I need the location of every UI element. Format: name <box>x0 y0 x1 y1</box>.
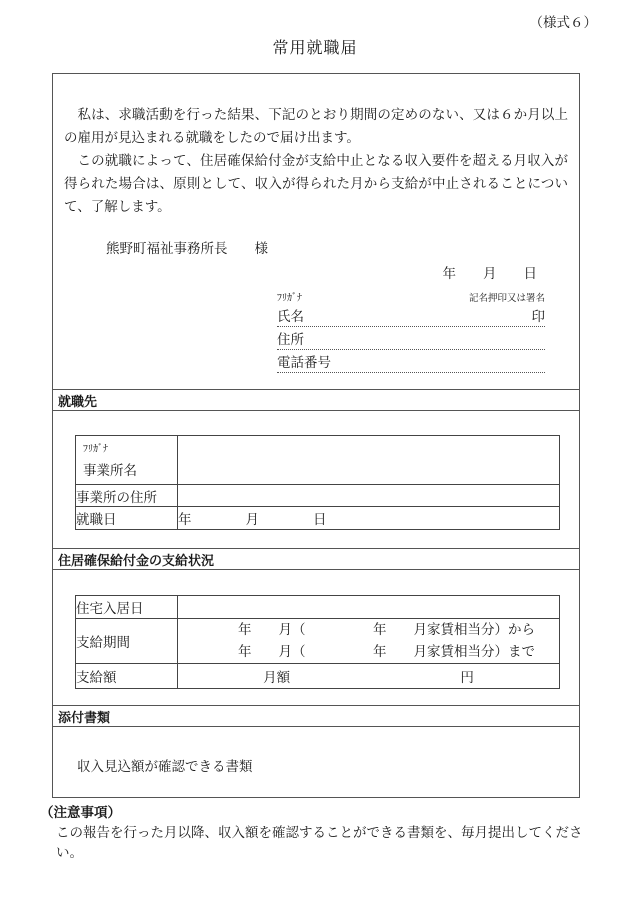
attachment-item: 収入見込額が確認できる書類 <box>77 759 253 774</box>
move-in-date-value-cell <box>178 596 560 619</box>
payment-period-to: 年 月（ 年 月家賃相当分）まで <box>238 644 535 659</box>
section-header-benefit: 住居確保給付金の支給状況 <box>53 548 579 570</box>
phone-label: 電話番号 <box>277 355 331 370</box>
table-row <box>76 485 560 507</box>
furigana-label: ﾌﾘｶﾞﾅ <box>277 293 302 304</box>
table-row <box>76 436 560 485</box>
yen-label: 円 <box>460 670 474 685</box>
move-in-date-label: 住宅入居日 <box>76 596 178 619</box>
payment-period-from: 年 月（ 年 月家賃相当分）から <box>238 622 535 637</box>
declaration-paragraph-2: この就職によって、住居確保給付金が支給中止となる収入要件を超える月収入が得られた場合は、原則として、収入が得られた月から支給が中止されることについて、了解します。 <box>64 153 568 214</box>
business-name-value-cell <box>178 436 560 485</box>
section-header-employment: 就職先 <box>53 389 579 411</box>
payment-amount-label: 支給額 <box>76 664 178 689</box>
business-name-label: 事業所名 <box>83 463 137 478</box>
business-address-label: 事業所の住所 <box>76 485 178 507</box>
table-row <box>76 619 560 664</box>
applicant-fields <box>277 286 545 373</box>
employment-table <box>75 435 560 530</box>
address-label: 住所 <box>277 332 304 347</box>
declaration-section <box>53 74 579 389</box>
fields-head-row <box>277 286 545 304</box>
payment-period-label: 支給期間 <box>76 619 178 664</box>
business-furigana-label: ﾌﾘｶﾞﾅ <box>83 444 108 455</box>
seal-label: 印 <box>531 309 545 324</box>
form-code: （様式６） <box>529 15 597 30</box>
payment-period-value-cell <box>178 619 560 664</box>
date-line: 年 月 日 <box>442 266 537 281</box>
address-field-row <box>277 327 545 350</box>
name-label: 氏名 <box>277 309 304 324</box>
declaration-paragraph-1: 私は、求職活動を行った結果、下記のとおり期間の定めのない、又は６か月以上の雇用が見込まれる就職をしたので届け出ます。 <box>64 107 568 145</box>
business-name-label-cell <box>76 436 178 485</box>
notes-title: （注意事項） <box>40 805 121 820</box>
employment-date-value-cell: 年 月 日 <box>178 507 560 530</box>
signature-note: 記名押印又は署名 <box>468 294 545 304</box>
table-row <box>76 664 560 689</box>
name-field-row <box>277 304 545 327</box>
addressee: 熊野町福祉事務所長 様 <box>106 241 268 256</box>
declaration-text <box>53 103 579 218</box>
benefit-table <box>75 595 560 689</box>
table-row <box>76 507 560 530</box>
benefit-section <box>53 570 579 705</box>
payment-amount-value-cell <box>178 664 560 689</box>
phone-field-row <box>277 350 545 373</box>
business-address-value-cell <box>178 485 560 507</box>
employment-date-label: 就職日 <box>76 507 178 530</box>
table-row <box>76 596 560 619</box>
page-title: 常用就職届 <box>272 40 358 57</box>
notes-body: この報告を行った月以降、収入額を確認することができる書類を、毎月提出してください。 <box>56 825 583 860</box>
attachments-section <box>53 727 579 797</box>
employment-section <box>53 411 579 548</box>
form-border-box <box>52 73 580 798</box>
monthly-amount-label: 月額 <box>263 670 291 685</box>
section-header-attachments: 添付書類 <box>53 705 579 727</box>
